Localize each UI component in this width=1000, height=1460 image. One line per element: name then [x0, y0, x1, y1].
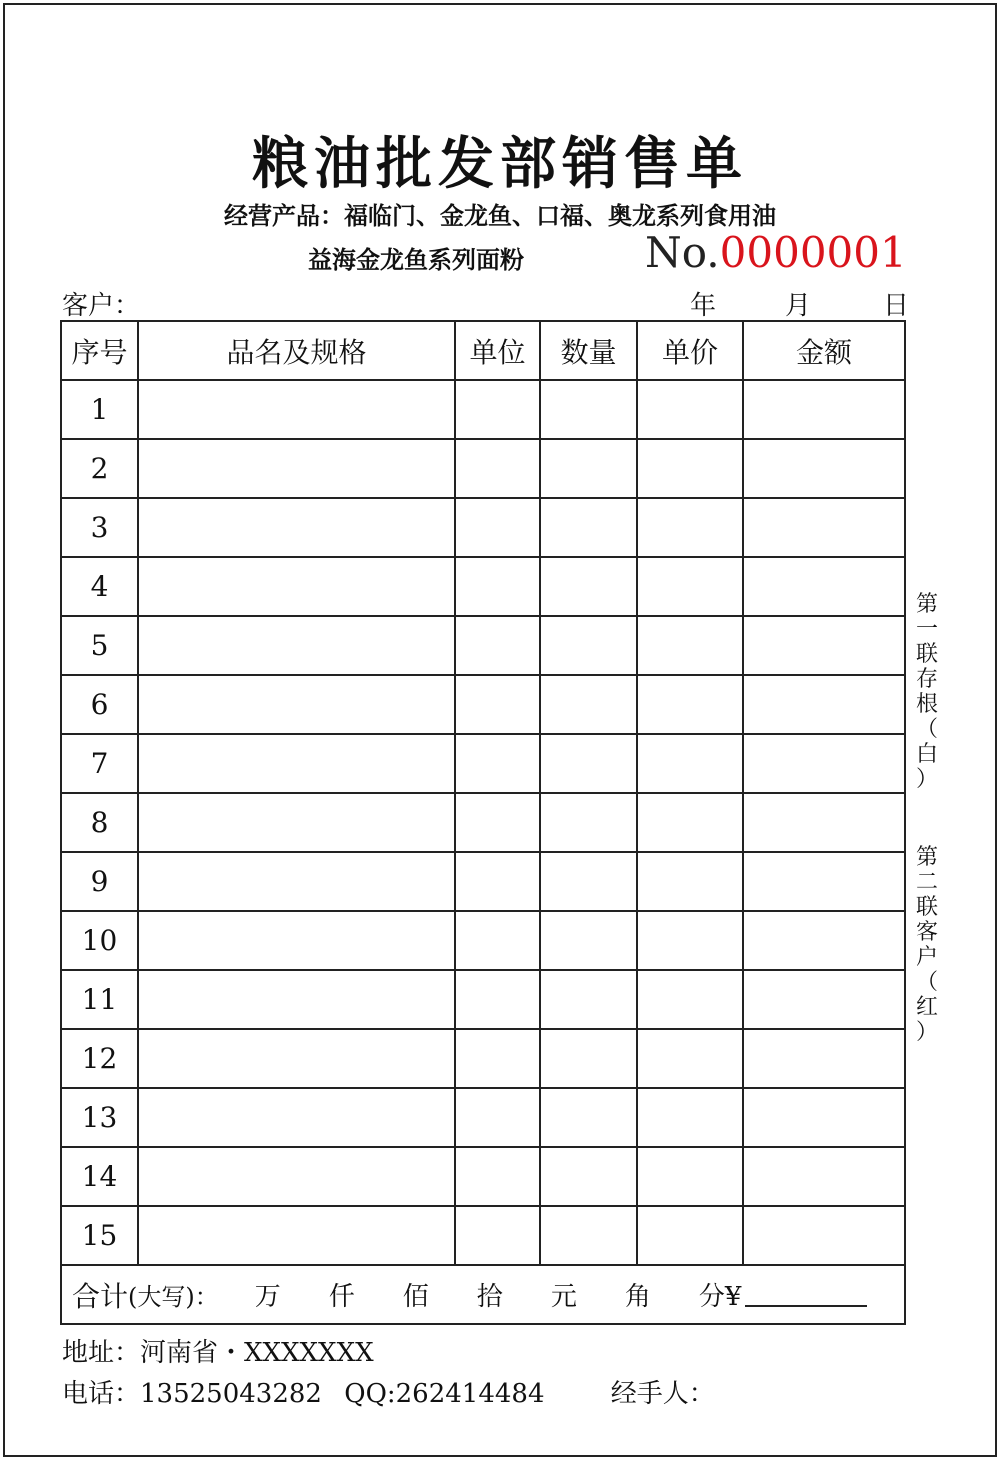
amount-cell[interactable] — [743, 1029, 905, 1088]
table-row — [61, 1088, 905, 1147]
amount-cell[interactable] — [743, 675, 905, 734]
unit-cell[interactable] — [455, 852, 540, 911]
copy2-note: 第 二 联 客 户 （ 红 ） — [915, 845, 938, 1045]
unit-fen-yen: 分¥ — [698, 1282, 742, 1312]
row-index: 13 — [61, 1088, 138, 1147]
products-line-1: 经营产品：福临门、金龙鱼、口福、奥龙系列食用油 — [224, 202, 776, 230]
quantity-cell[interactable] — [540, 498, 637, 557]
quantity-cell[interactable] — [540, 793, 637, 852]
price-cell[interactable] — [637, 970, 743, 1029]
unit-cell[interactable] — [455, 1206, 540, 1265]
phone-label: 电话： — [62, 1379, 141, 1409]
quantity-cell[interactable] — [540, 970, 637, 1029]
serial-number — [645, 228, 907, 277]
col-header-product: 品名及规格 — [138, 321, 455, 380]
form-title: 粮油批发部销售单 — [252, 132, 748, 197]
row-index: 5 — [61, 616, 138, 675]
table-row — [61, 557, 905, 616]
price-cell[interactable] — [637, 557, 743, 616]
row-index: 7 — [61, 734, 138, 793]
product-cell[interactable] — [138, 616, 455, 675]
quantity-cell[interactable] — [540, 734, 637, 793]
price-cell[interactable] — [637, 1147, 743, 1206]
unit-cell[interactable] — [455, 557, 540, 616]
total-amount-words — [62, 1275, 904, 1315]
product-cell[interactable] — [138, 1088, 455, 1147]
col-header-quantity: 数量 — [540, 321, 637, 380]
table-row — [61, 734, 905, 793]
total-amount-line[interactable] — [745, 1283, 867, 1307]
phone-value: 13525043282 — [140, 1379, 322, 1409]
amount-cell[interactable] — [743, 793, 905, 852]
price-cell[interactable] — [637, 734, 743, 793]
unit-jiao: 角 — [624, 1282, 651, 1312]
total-row — [61, 1265, 905, 1324]
col-header-unit: 单位 — [455, 321, 540, 380]
row-index: 14 — [61, 1147, 138, 1206]
amount-cell[interactable] — [743, 911, 905, 970]
serial-prefix: No. — [645, 228, 720, 277]
row-index: 3 — [61, 498, 138, 557]
address-line — [62, 1332, 374, 1369]
price-cell[interactable] — [637, 911, 743, 970]
row-index: 4 — [61, 557, 138, 616]
quantity-cell[interactable] — [540, 1088, 637, 1147]
qq-value: QQ:262414484 — [344, 1379, 545, 1409]
price-cell[interactable] — [637, 1029, 743, 1088]
quantity-cell[interactable] — [540, 380, 637, 439]
amount-cell[interactable] — [743, 734, 905, 793]
row-index: 1 — [61, 380, 138, 439]
unit-cell[interactable] — [455, 1088, 540, 1147]
unit-cell[interactable] — [455, 675, 540, 734]
day-label: 日 — [883, 291, 910, 321]
price-cell[interactable] — [637, 793, 743, 852]
table-row — [61, 1147, 905, 1206]
price-cell[interactable] — [637, 616, 743, 675]
amount-cell[interactable] — [743, 1206, 905, 1265]
product-cell[interactable] — [138, 498, 455, 557]
quantity-cell[interactable] — [540, 911, 637, 970]
customer-label: 客户： — [62, 291, 141, 321]
table-row — [61, 616, 905, 675]
product-cell[interactable] — [138, 911, 455, 970]
product-cell[interactable] — [138, 380, 455, 439]
unit-cell[interactable] — [455, 970, 540, 1029]
copy1-note: 第 一 联 存 根 （ 白 ） — [915, 592, 938, 792]
price-cell[interactable] — [637, 498, 743, 557]
amount-cell[interactable] — [743, 498, 905, 557]
row-index: 6 — [61, 675, 138, 734]
unit-qian: 仟 — [328, 1282, 355, 1312]
table-row — [61, 793, 905, 852]
table-row — [61, 439, 905, 498]
product-cell[interactable] — [138, 793, 455, 852]
unit-cell[interactable] — [455, 734, 540, 793]
total-cell — [61, 1265, 905, 1324]
address-label: 地址： — [62, 1338, 141, 1368]
quantity-cell[interactable] — [540, 557, 637, 616]
products-line-2: 益海金龙鱼系列面粉 — [308, 246, 524, 274]
product-cell[interactable] — [138, 1206, 455, 1265]
unit-cell[interactable] — [455, 439, 540, 498]
unit-yuan: 元 — [550, 1282, 577, 1312]
row-index: 15 — [61, 1206, 138, 1265]
amount-cell[interactable] — [743, 1147, 905, 1206]
price-cell[interactable] — [637, 675, 743, 734]
total-label: 合计 — [72, 1279, 129, 1313]
col-header-index: 序号 — [61, 321, 138, 380]
table-row — [61, 970, 905, 1029]
unit-cell[interactable] — [455, 498, 540, 557]
handler-label: 经手人： — [610, 1379, 715, 1409]
row-index: 10 — [61, 911, 138, 970]
unit-bai: 佰 — [402, 1282, 429, 1312]
amount-cell[interactable] — [743, 970, 905, 1029]
contact-line — [62, 1373, 715, 1410]
unit-shi: 拾 — [476, 1282, 503, 1312]
unit-cell[interactable] — [455, 793, 540, 852]
unit-cell[interactable] — [455, 380, 540, 439]
quantity-cell[interactable] — [540, 852, 637, 911]
product-cell[interactable] — [138, 557, 455, 616]
quantity-cell[interactable] — [540, 1206, 637, 1265]
unit-wan: 万 — [254, 1282, 281, 1312]
row-index: 8 — [61, 793, 138, 852]
sales-table — [60, 320, 906, 1325]
product-cell[interactable] — [138, 1147, 455, 1206]
amount-cell[interactable] — [743, 1088, 905, 1147]
address-value: 河南省・XXXXXXX — [140, 1338, 374, 1368]
product-cell[interactable] — [138, 970, 455, 1029]
quantity-cell[interactable] — [540, 1029, 637, 1088]
row-index: 12 — [61, 1029, 138, 1088]
row-index: 2 — [61, 439, 138, 498]
amount-cell[interactable] — [743, 852, 905, 911]
table-row — [61, 675, 905, 734]
product-cell[interactable] — [138, 1029, 455, 1088]
col-header-price: 单价 — [637, 321, 743, 380]
price-cell[interactable] — [637, 439, 743, 498]
table-row — [61, 911, 905, 970]
product-cell[interactable] — [138, 852, 455, 911]
table-row — [61, 852, 905, 911]
amount-cell[interactable] — [743, 439, 905, 498]
price-cell[interactable] — [637, 1206, 743, 1265]
col-header-amount: 金额 — [743, 321, 905, 380]
amount-cell[interactable] — [743, 380, 905, 439]
year-label: 年 — [690, 291, 717, 321]
unit-cell[interactable] — [455, 1147, 540, 1206]
unit-cell[interactable] — [455, 1029, 540, 1088]
product-cell[interactable] — [138, 439, 455, 498]
row-index: 9 — [61, 852, 138, 911]
quantity-cell[interactable] — [540, 616, 637, 675]
price-cell[interactable] — [637, 852, 743, 911]
quantity-cell[interactable] — [540, 1147, 637, 1206]
amount-cell[interactable] — [743, 616, 905, 675]
quantity-cell[interactable] — [540, 675, 637, 734]
quantity-cell[interactable] — [540, 439, 637, 498]
table-header-row — [61, 321, 905, 380]
amount-cell[interactable] — [743, 557, 905, 616]
row-index: 11 — [61, 970, 138, 1029]
month-label: 月 — [785, 291, 812, 321]
serial-value: 0000001 — [719, 228, 907, 277]
table-row — [61, 1029, 905, 1088]
table-row — [61, 1206, 905, 1265]
total-label-note: (大写)： — [128, 1283, 219, 1311]
product-cell[interactable] — [138, 734, 455, 793]
price-cell[interactable] — [637, 1088, 743, 1147]
product-cell[interactable] — [138, 675, 455, 734]
table-row — [61, 380, 905, 439]
unit-cell[interactable] — [455, 616, 540, 675]
unit-cell[interactable] — [455, 911, 540, 970]
price-cell[interactable] — [637, 380, 743, 439]
table-row — [61, 498, 905, 557]
